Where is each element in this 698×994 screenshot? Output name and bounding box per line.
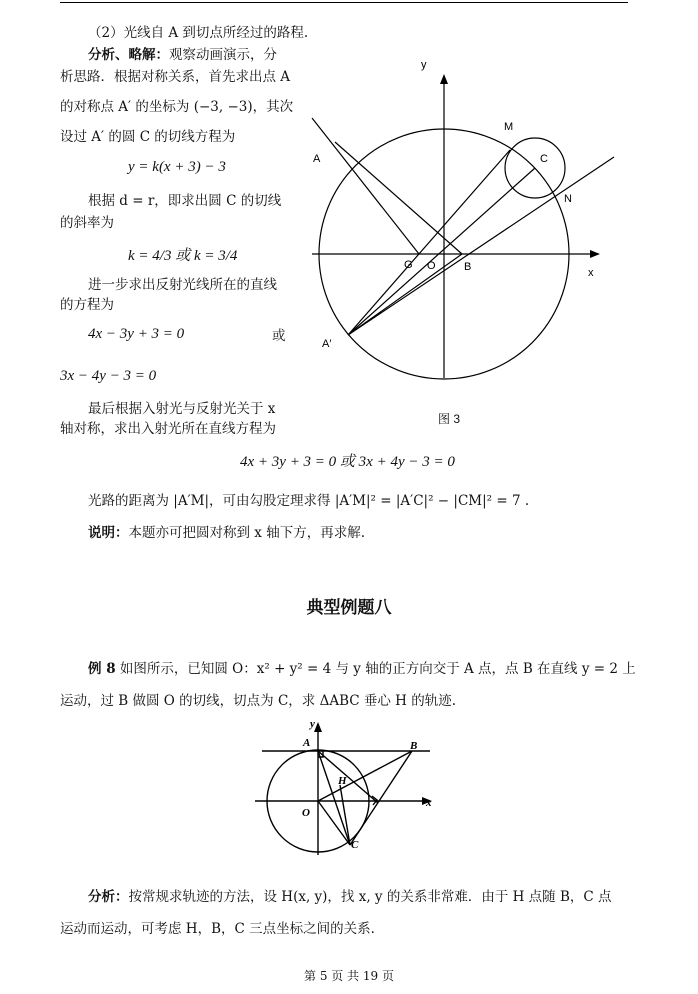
label-a: A bbox=[313, 153, 321, 165]
y-axis-arrow bbox=[440, 74, 448, 84]
analysis8-line-1 bbox=[88, 888, 612, 906]
line-o-b bbox=[318, 751, 412, 801]
tangent-equation: y = k(x + 3) − 3 bbox=[128, 159, 226, 175]
note-text: 本题亦可把圆对称到 x 轴下方，再求解. bbox=[128, 525, 365, 541]
label-b: B bbox=[464, 261, 472, 273]
fig8-label-b: B bbox=[410, 740, 418, 752]
analysis-label: 分析、略解： bbox=[88, 47, 169, 63]
label-o: O bbox=[427, 260, 436, 272]
label-n: N bbox=[564, 193, 572, 205]
note-line bbox=[88, 524, 365, 542]
step4-line-2: 轴对称，求出入射光所在直线方程为 bbox=[60, 421, 276, 437]
page-footer: 第 5 页 共 19 页 bbox=[304, 969, 394, 983]
line-h-c bbox=[340, 785, 350, 845]
analysis8-label: 分析： bbox=[88, 889, 129, 905]
x-axis-arrow bbox=[590, 250, 600, 258]
fig8-label-y: y bbox=[310, 718, 315, 730]
distance-line: 光路的距离为 |A′M|，可由勾股定理求得 |A′M|² = |A′C|² − |CM|² = 7 . bbox=[88, 493, 530, 509]
reflection-equation-2: 3x − 4y − 3 = 0 bbox=[60, 368, 157, 384]
analysis-text-1: 观察动画演示，分 bbox=[169, 47, 277, 63]
figure-3-caption: 图 3 bbox=[438, 412, 461, 426]
figure-3 bbox=[290, 50, 630, 400]
step4-line-1: 最后根据入射光与反射光关于 x bbox=[88, 401, 276, 417]
step3-line-1: 进一步求出反射光线所在的直线 bbox=[88, 277, 277, 293]
line-b-c bbox=[350, 751, 412, 845]
line-a-b bbox=[335, 142, 462, 254]
label-g: G bbox=[404, 259, 413, 271]
analysis-line-4: 设过 A′ 的圆 C 的切线方程为 bbox=[60, 129, 236, 145]
example8-label: 例 8 bbox=[88, 661, 116, 677]
analysis8-text-1: 按常规求轨迹的方法，设 H(x, y)，找 x, y 的关系非常难．由于 H 点随 B，C 点 bbox=[128, 889, 612, 905]
fig8-label-o: O bbox=[302, 807, 310, 819]
step2-line-2: 的斜率为 bbox=[60, 215, 114, 231]
section-title: 典型例题八 bbox=[306, 598, 392, 618]
fig8-label-x: x bbox=[426, 797, 432, 809]
label-y: y bbox=[421, 59, 427, 71]
or-word: 或 bbox=[272, 328, 286, 344]
label-a-prime: A′ bbox=[322, 338, 332, 350]
line-a-g bbox=[312, 118, 419, 254]
incident-equations: 4x + 3y + 3 = 0 或 3x + 4y − 3 = 0 bbox=[240, 454, 455, 470]
fig8-label-c: C bbox=[351, 839, 359, 851]
analysis8-line-2: 运动而运动，可考虑 H，B，C 三点坐标之间的关系. bbox=[60, 921, 375, 937]
header-rule bbox=[60, 2, 628, 3]
analysis-line-2: 析思路．根据对称关系，首先求出点 A bbox=[60, 69, 291, 85]
example8-line-2: 运动，过 B 做圆 O 的切线，切点为 C，求 ΔABC 垂心 H 的轨迹. bbox=[60, 693, 457, 709]
step3-line-2: 的方程为 bbox=[60, 297, 114, 313]
reflection-equation-1: 4x − 3y + 3 = 0 bbox=[88, 326, 185, 342]
label-x: x bbox=[588, 267, 594, 279]
example8-text-1: 如图所示，已知圆 O：x² + y² = 4 与 y 轴的正方向交于 A 点，点 B 在直线 y = 2 上 bbox=[119, 661, 636, 677]
fig8-label-h: H bbox=[338, 775, 347, 787]
fig8-label-a: A bbox=[303, 737, 311, 749]
fig8-y-arrow bbox=[314, 722, 322, 732]
figure-8 bbox=[250, 715, 440, 855]
slopes-equation: k = 4/3 或 k = 3/4 bbox=[128, 248, 238, 264]
label-c: C bbox=[540, 153, 548, 165]
line-a-prime-c bbox=[348, 168, 535, 335]
analysis-line-3: 的对称点 A′ 的坐标为 (−3, −3)，其次 bbox=[60, 99, 294, 115]
step2-line-1: 根据 d = r，即求出圆 C 的切线 bbox=[88, 193, 282, 209]
part2-heading: （2）光线自 A 到切点所经过的路程. bbox=[88, 25, 309, 41]
analysis-line-1 bbox=[88, 46, 277, 64]
example8-line-1 bbox=[88, 660, 636, 678]
label-m: M bbox=[504, 121, 514, 133]
line-o-c bbox=[318, 801, 350, 845]
note-label: 说明： bbox=[88, 525, 129, 541]
